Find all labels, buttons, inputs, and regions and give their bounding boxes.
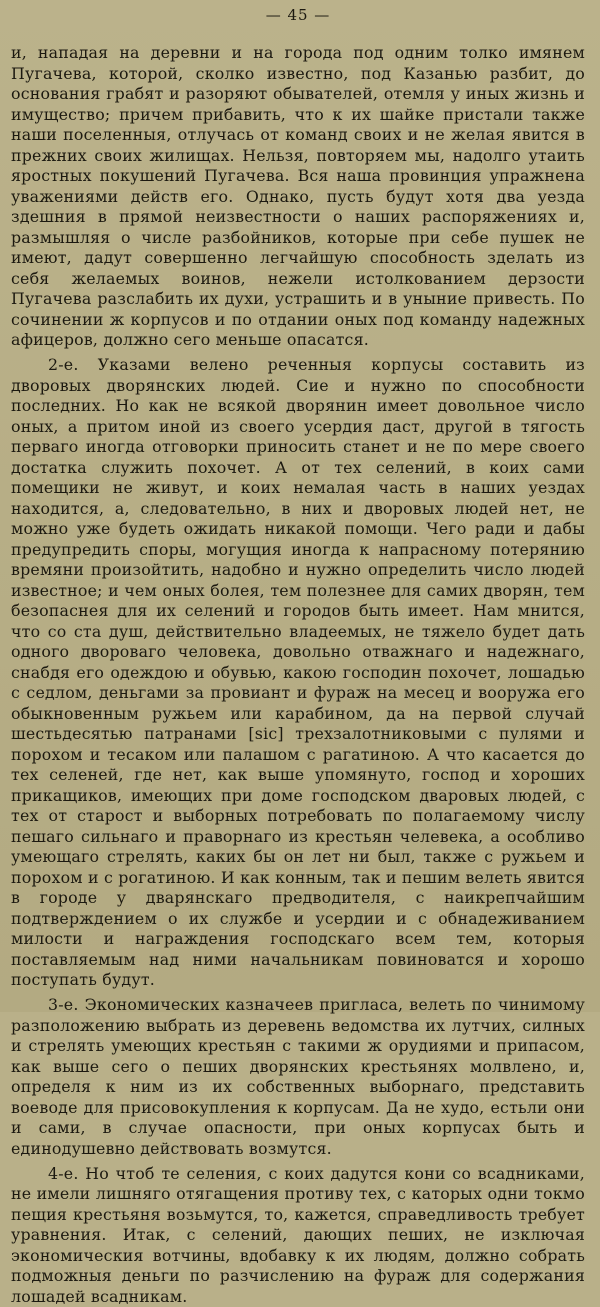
paragraph-continuation: и, нападая на деревни и на города под одним толко имянем Пугачева, которой, сколко известно, под Казанью разбит, до основания грабят и разоряют обывателей, отемля у иных жизнь и имущество; причем прибавить, что к их шайке пристали также наши поселенныя, отлучась от команд своих и не желая явится в прежних своих жилищах. Нельзя, повторяем мы, надолго утаить яростных покушений Пугачева. Вся наша провинция упражнена уважениями действ его. Однако, пусть будут хотя два уезда здешния в прямой неизвестности о наших распоряжениях и, размышляя о числе разбойников, которые при себе пушек не имеют, дадут совершенно легчайшую способность зделать из себя желаемых воинов, нежели истолкованием дерзости Пугачева разслабить их духи, устрашить и в уныние привесть. По сочинении ж корпусов и по отдании оных под команду надежных афицеров, должно сего меньше опасатся. (11, 43, 585, 351)
paragraph-item-4: 4-е. Но чтоб те селения, с коих дадутся кони со всадниками, не имели лишняго отягащения противу тех, с каторых одни токмо пещия крестьяня возьмутся, то, кажется, справедливость требует уравнения. Итак, с селений, дающих пеших, не изключая экономическия вотчины, вдобавку к их людям, должно собрать подможныя деньги по разчислению на фураж для содержания лошадей всадникам. (11, 1164, 585, 1307)
paragraph-item-3: 3-е. Экономических казначеев пригласа, велеть по чинимому разположению выбрать из деревень ведомства их лутчих, силных и стрелять умеющих крестьян с такими ж орудиями и припасом, как выше сего о пеших дворянских крестьянях молвлено, и, определя к ним из их собственных выборнаго, представить воеводе для присовокупления к корпусам. Да не худо, естьли они и сами, в случае опасности, при оных корпусах быть и единодушевно действовать возмутся. (11, 995, 585, 1159)
paragraph-item-2: 2-е. Указами велено реченныя корпусы составить из дворовых дворянских людей. Сие и нужно по способности последних. Но как не всякой дворянин имеет довольное число оных, а притом иной из своего усердия даст, другой в тягость перваго иногда отговорки приносить станет и не по мере своего достатка служить похочет. А от тех селений, в коих сами помещики не живут, и коих немалая часть в наших уездах находится, а, следовательно, в них и дворовых людей нет, не можно уже будеть ожидать никакой помощи. Чего ради и дабы предупредить споры, могущия иногда к напрасному потерянию времяни произойтить, надобно и нужно определить число людей известное; и чем оных болея, тем полезнее для самих дворян, тем безопаснея для их селений и городов быть имеет. Нам мнится, что со ста душ, действительно владеемых, не тяжело будет дать одного двороваго человека, довольно отважнаго и надежнаго, снабдя его одеждою и обувью, какою господин похочет, лошадью с седлом, деньгами за провиант и фураж на месец и вооружа его обыкновенным ружьем или карабином, да на первой случай шестьдесятью патранами [sic] трехзалотниковыми с пулями и порохом и тесаком или палашом с рагатиною. А что касается до тех селеней, где нет, как выше упомянуто, господ и хороших прикащиков, имеющих при доме господском дваровых людей, с тех от старост и выборных потребовать по полагаемому числу пешаго сильнаго и праворнаго из крестьян челевека, а особливо умеющаго стрелять, каких бы он лет ни был, также с ружьем и порохом и с рогатиною. И как конным, так и пешим велеть явится в городе у дварянскаго предводителя, с наикрепчайшим подтверждением о их службе и усердии и с обнадеживанием милости и награждения господскаго всем тем, которыя поставляемым над ними начальникам повиноватся и хорошо поступать будут. (11, 355, 585, 991)
page-number: — 45 — (11, 6, 585, 24)
